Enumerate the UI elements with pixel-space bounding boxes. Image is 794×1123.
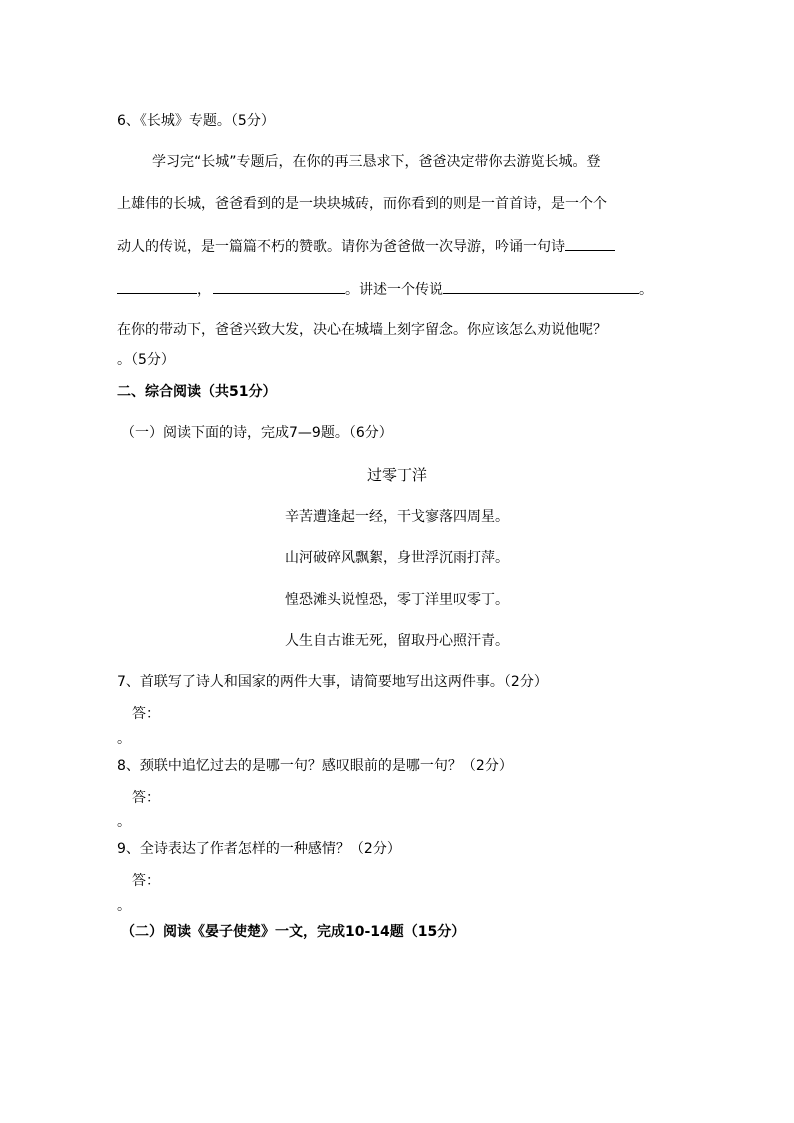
part1-instruction: （一）阅读下面的诗，完成7—9题。（6分） — [121, 425, 393, 441]
poem-blank-3[interactable] — [213, 279, 345, 294]
question-7-answer-label: 答： — [132, 706, 160, 722]
legend-blank[interactable] — [443, 279, 639, 294]
question-8-end: 。 — [117, 814, 131, 830]
poem-line-1: 辛苦遭逢起一经，干戈寥落四周星。 — [285, 509, 509, 525]
q6-line3-text: 动人的传说，是一篇篇不朽的赞歌。请你为爸爸做一次导游，吟诵一句诗 — [117, 239, 565, 255]
question-7: 7、首联写了诗人和国家的两件大事，请简要地写出这两件事。（2分） — [117, 674, 548, 690]
q6-paragraph-line-3 — [117, 236, 615, 257]
question-9: 9、全诗表达了作者怎样的一种感情？（2分） — [117, 841, 401, 857]
q6-title: 6、《长城》专题。（5分） — [117, 113, 275, 129]
q6-paragraph-line-1: 学习完“长城”专题后，在你的再三恳求下，爸爸决定带你去游览长城。登 — [152, 154, 601, 170]
poem-line-4: 人生自古谁无死，留取丹心照汗青。 — [285, 633, 509, 649]
poem-line-3: 惶恐滩头说惶恐，零丁洋里叹零丁。 — [285, 592, 509, 608]
poem-blank-2[interactable] — [117, 279, 197, 294]
q6-paragraph-line-5: 在你的带动下，爸爸兴致大发，决心在城墙上刻字留念。你应该怎么劝说他呢？ — [117, 322, 607, 338]
poem-line-2: 山河破碎风飘絮，身世浮沉雨打萍。 — [285, 550, 509, 566]
question-8: 8、颈联中追忆过去的是哪一句？感叹眼前的是哪一句？（2分） — [117, 758, 513, 774]
q6-paragraph-line-4 — [117, 279, 653, 300]
poem-title: 过零丁洋 — [366, 466, 427, 484]
question-9-end: 。 — [117, 898, 131, 914]
q6-comma: ， — [197, 282, 211, 298]
q6-paragraph-line-6: 。（5分） — [117, 352, 175, 368]
q6-paragraph-line-2: 上雄伟的长城，爸爸看到的是一块块城砖，而你看到的则是一首首诗，是一个个 — [117, 196, 607, 212]
poem-blank-1[interactable] — [565, 236, 615, 251]
question-9-answer-label: 答： — [132, 873, 160, 889]
q6-period: 。 — [639, 282, 653, 298]
section2-heading: 二、综合阅读（共51分） — [117, 384, 277, 400]
question-8-answer-label: 答： — [132, 790, 160, 806]
part2-instruction: （二）阅读《晏子使楚》一文，完成10-14题（15分） — [121, 924, 466, 940]
q6-legend-text: 。讲述一个传说 — [345, 282, 443, 298]
question-7-end: 。 — [117, 731, 131, 747]
